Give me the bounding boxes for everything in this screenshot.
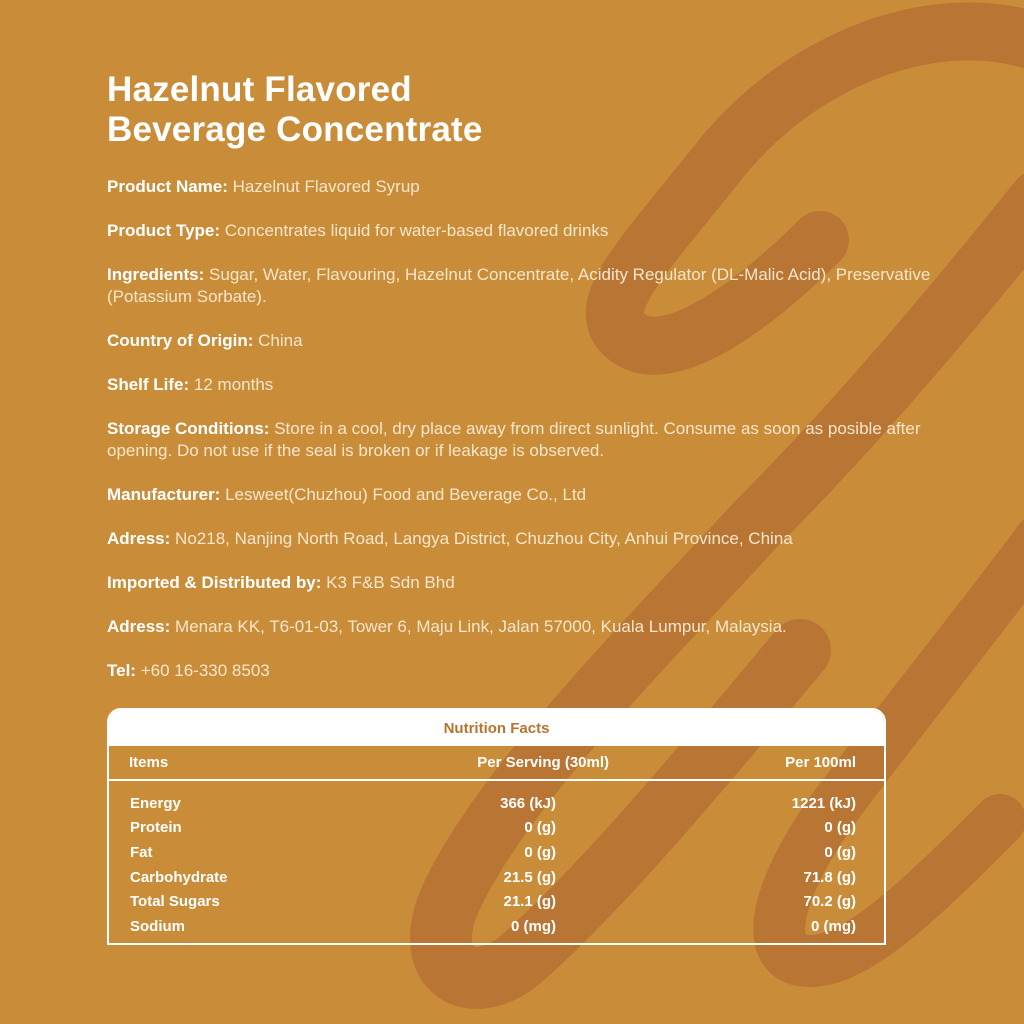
page-title: Hazelnut Flavored Beverage Concentrate [107, 70, 483, 149]
field-value: K3 F&B Sdn Bhd [326, 573, 455, 592]
field-label: Adress: [107, 617, 171, 636]
info-field [107, 374, 977, 396]
field-value: Sugar, Water, Flavouring, Hazelnut Concentrate, Acidity Regulator (DL-Malic Acid), Preservative (Potassium Sorbate). [107, 265, 931, 306]
header-per-100ml: Per 100ml [785, 754, 856, 771]
per-serving-value: 21.5 (g) [503, 868, 556, 886]
info-field [107, 330, 977, 352]
field-label: Adress: [107, 529, 171, 548]
per-100ml-value: 0 (g) [824, 843, 856, 861]
info-field [107, 616, 977, 638]
field-value: 12 months [193, 375, 274, 394]
nutrient-name: Protein [130, 819, 182, 837]
table-row [109, 791, 884, 816]
field-label: Manufacturer: [107, 485, 221, 504]
field-value: Lesweet(Chuzhou) Food and Beverage Co., Ltd [225, 485, 587, 504]
nutrient-name: Energy [130, 794, 181, 812]
field-value: Hazelnut Flavored Syrup [232, 177, 420, 196]
info-field [107, 660, 977, 682]
field-value: Concentrates liquid for water-based flavored drinks [224, 221, 609, 240]
nutrient-name: Total Sugars [130, 893, 220, 911]
per-100ml-value: 71.8 (g) [803, 868, 856, 886]
table-row [109, 840, 884, 865]
per-serving-value: 21.1 (g) [503, 893, 556, 911]
field-value: +60 16-330 8503 [140, 661, 270, 680]
product-info [107, 70, 987, 704]
info-field [107, 572, 977, 594]
per-100ml-value: 70.2 (g) [803, 893, 856, 911]
product-fields [107, 176, 987, 682]
nutrition-table-header [109, 746, 884, 781]
per-serving-value: 366 (kJ) [500, 794, 556, 812]
info-field [107, 176, 977, 198]
table-row [109, 816, 884, 841]
table-row [109, 889, 884, 914]
field-label: Storage Conditions: [107, 419, 270, 438]
field-label: Country of Origin: [107, 331, 254, 350]
field-label: Product Type: [107, 221, 221, 240]
table-row [109, 914, 884, 939]
per-100ml-value: 1221 (kJ) [791, 794, 856, 812]
nutrient-name: Sodium [130, 917, 185, 935]
per-serving-value: 0 (g) [524, 819, 556, 837]
per-serving-value: 0 (mg) [511, 917, 556, 935]
info-field [107, 418, 977, 462]
info-field [107, 484, 977, 506]
field-value: China [258, 331, 303, 350]
nutrient-name: Fat [130, 843, 153, 861]
field-label: Shelf Life: [107, 375, 190, 394]
field-label: Ingredients: [107, 265, 205, 284]
field-value: Menara KK, T6-01-03, Tower 6, Maju Link, Jalan 57000, Kuala Lumpur, Malaysia. [175, 617, 787, 636]
header-items: Items [129, 754, 169, 771]
field-label: Product Name: [107, 177, 228, 196]
field-value: No218, Nanjing North Road, Langya District, Chuzhou City, Anhui Province, China [175, 529, 793, 548]
per-serving-value: 0 (g) [524, 843, 556, 861]
field-value: Store in a cool, dry place away from direct sunlight. Consume as soon as posible after opening. Do not use if the seal is broken or if leakage is observed. [107, 419, 921, 460]
info-field [107, 528, 977, 550]
per-100ml-value: 0 (g) [824, 819, 856, 837]
field-label: Imported & Distributed by: [107, 573, 322, 592]
nutrition-facts-title: Nutrition Facts [109, 710, 884, 746]
nutrient-name: Carbohydrate [130, 868, 228, 886]
nutrition-rows [109, 781, 884, 939]
field-label: Tel: [107, 661, 136, 680]
nutrition-facts-table [107, 708, 886, 945]
table-row [109, 865, 884, 890]
info-field [107, 264, 977, 308]
per-100ml-value: 0 (mg) [811, 917, 856, 935]
info-field [107, 220, 977, 242]
header-per-serving: Per Serving (30ml) [477, 754, 609, 771]
